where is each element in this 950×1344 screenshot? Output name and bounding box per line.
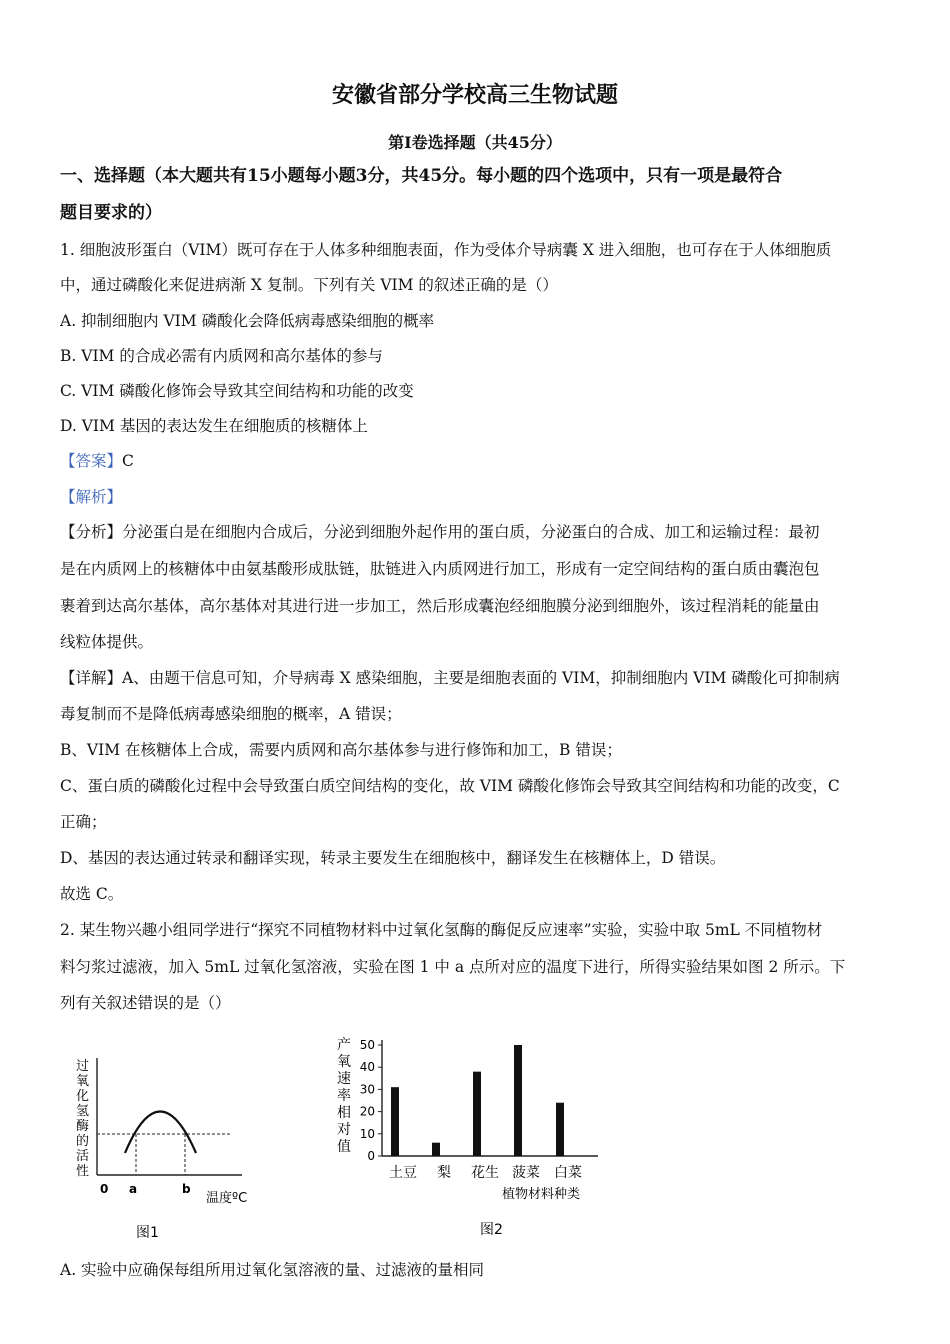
figure-1 [70, 1050, 270, 1250]
q1-answer [60, 451, 134, 471]
figure-2-bars [391, 1045, 564, 1156]
figure-2-category-label: 白菜 [554, 1165, 582, 1181]
q1-analysis-line: 是在内质网上的核糖体中由氨基酸形成肽链，肽链进入内质网进行加工，形成有一定空间结构的蛋白质由囊泡包 [60, 560, 820, 578]
section-subtitle: 第I卷选择题（共45分） [388, 133, 562, 152]
figure-2-ylabel-char: 产 [337, 1037, 351, 1053]
figure-2-ylabel-char: 相 [337, 1105, 351, 1121]
figure-2-ylabel [337, 1036, 351, 1155]
figure-1-ylabel [76, 1058, 89, 1179]
page-title: 安徽省部分学校高三生物试题 [331, 82, 618, 108]
figure-2 [330, 1030, 610, 1240]
section-heading-cont: 题目要求的） [60, 203, 162, 223]
figure-1-ylabel-char: 酶 [76, 1119, 90, 1134]
q1-conclusion: 故选 C。 [60, 885, 124, 903]
figure-2-ytick-label: 50 [359, 1038, 375, 1052]
q1-option-b: B. VIM 的合成必需有内质网和高尔基体的参与 [60, 347, 383, 365]
figure-2-caption: 图2 [480, 1222, 503, 1238]
figure-1-caption: 图1 [136, 1225, 159, 1241]
figure-1-origin: 0 [100, 1182, 109, 1196]
answer-value: C [122, 452, 134, 470]
q1-option-d: D. VIM 基因的表达发生在细胞质的核糖体上 [60, 417, 368, 435]
figure-2-ylabel-char: 速 [337, 1071, 351, 1087]
figure-2-ytick-label: 10 [359, 1126, 375, 1141]
figure-2-bar [391, 1087, 399, 1156]
q1-detail-line: B、VIM 在核糖体上合成，需要内质网和高尔基体参与进行修饰和加工，B 错误； [60, 741, 622, 759]
q1-option-a: A. 抑制细胞内 VIM 磷酸化会降低病毒感染细胞的概率 [60, 312, 435, 330]
figure-2-ylabel-char: 氧 [337, 1054, 351, 1070]
figure-1-ylabel-char: 活 [76, 1149, 90, 1164]
q1-stem-cont: 中，通过磷酸化来促进病渐 X 复制。下列有关 VIM 的叙述正确的是（） [60, 276, 558, 294]
figure-2-category-label: 菠菜 [512, 1165, 540, 1181]
figure-2-category-label: 花生 [471, 1165, 499, 1181]
q1-detail-line: 正确； [60, 813, 107, 831]
figure-1-xlabel: 温度ºC [206, 1191, 248, 1206]
q1-analysis-tag: 【解析】 [60, 488, 123, 506]
figure-1-ylabel-char: 的 [76, 1134, 90, 1149]
figure-2-xlabel: 植物材料种类 [502, 1187, 581, 1202]
figure-2-bar [473, 1072, 481, 1156]
figure-2-ytick-label: 20 [359, 1104, 375, 1119]
q1-option-c: C. VIM 磷酸化修饰会导致其空间结构和功能的改变 [60, 382, 414, 400]
figure-2-bar [432, 1143, 440, 1156]
figure-2-bar [556, 1103, 564, 1156]
figure-2-ytick-label: 0 [367, 1149, 375, 1163]
figure-2-category-label: 梨 [437, 1165, 451, 1181]
q1-analysis-line: 裹着到达高尔基体，高尔基体对其进行进一步加工，然后形成囊泡经细胞膜分泌到细胞外，该过程消耗的能量由 [60, 597, 820, 615]
figure-2-ylabel-char: 率 [337, 1088, 351, 1104]
q2-stem-cont: 列有关叙述错误的是（） [60, 994, 231, 1012]
q1-analysis-line: 【分析】分泌蛋白是在细胞内合成后，分泌到细胞外起作用的蛋白质，分泌蛋白的合成、加工和运输过程：最初 [60, 523, 820, 541]
figure-1-ylabel-char: 氢 [76, 1104, 90, 1119]
q2-stem-cont: 料匀浆过滤液，加入 5mL 过氧化氢溶液，实验在图 1 中 a 点所对应的温度下进行，所得实验结果如图 2 所示。下 [60, 958, 846, 976]
figure-1-ylabel-char: 化 [76, 1089, 90, 1104]
figure-1-ylabel-char: 氧 [76, 1074, 90, 1089]
figure-2-category-label: 土豆 [389, 1165, 417, 1181]
figure-2-labels [389, 1164, 582, 1181]
q1-detail-line: D、基因的表达通过转录和翻译实现，转录主要发生在细胞核中，翻译发生在核糖体上，D 错误。 [60, 849, 726, 867]
figure-1-ylabel-char: 性 [76, 1164, 90, 1179]
q1-detail-line: C、蛋白质的磷酸化过程中会导致蛋白质空间结构的变化，故 VIM 磷酸化修饰会导致其空间结构和功能的改变，C [60, 777, 840, 795]
q1-detail-line: 毒复制而不是降低病毒感染细胞的概率，A 错误； [60, 705, 402, 723]
figure-2-ytick-label: 30 [359, 1082, 375, 1097]
q2-stem: 2. 某生物兴趣小组同学进行“探究不同植物材料中过氧化氢酶的酶促反应速率”实验，实验中取 5mL 不同植物材 [60, 921, 823, 939]
figure-1-tick-b: b [182, 1182, 191, 1196]
section-heading: 一、选择题（本大题共有15小题每小题3分，共45分。每小题的四个选项中，只有一项是最符合 [60, 166, 783, 186]
answer-tag: 【答案】 [60, 452, 123, 470]
q1-detail-line: 【详解】A、由题干信息可知，介导病毒 X 感染细胞，主要是细胞表面的 VIM，抑制细胞内 VIM 磷酸化可抑制病 [60, 669, 840, 687]
figure-2-bar [514, 1045, 522, 1156]
figure-2-ylabel-char: 对 [337, 1122, 351, 1138]
q2-option-a: A. 实验中应确保每组所用过氧化氢溶液的量、过滤液的量相同 [60, 1261, 485, 1279]
q1-stem: 1. 细胞波形蛋白（VIM）既可存在于人体多种细胞表面，作为受体介导病囊 X 进入细胞，也可存在于人体细胞质 [60, 241, 832, 259]
figure-2-ytick-label: 40 [359, 1060, 375, 1075]
figure-1-ylabel-char: 过 [76, 1059, 90, 1074]
figure-1-tick-a: a [129, 1182, 138, 1196]
figure-2-ylabel-char: 值 [337, 1139, 351, 1155]
q1-analysis-line: 线粒体提供。 [60, 633, 154, 651]
